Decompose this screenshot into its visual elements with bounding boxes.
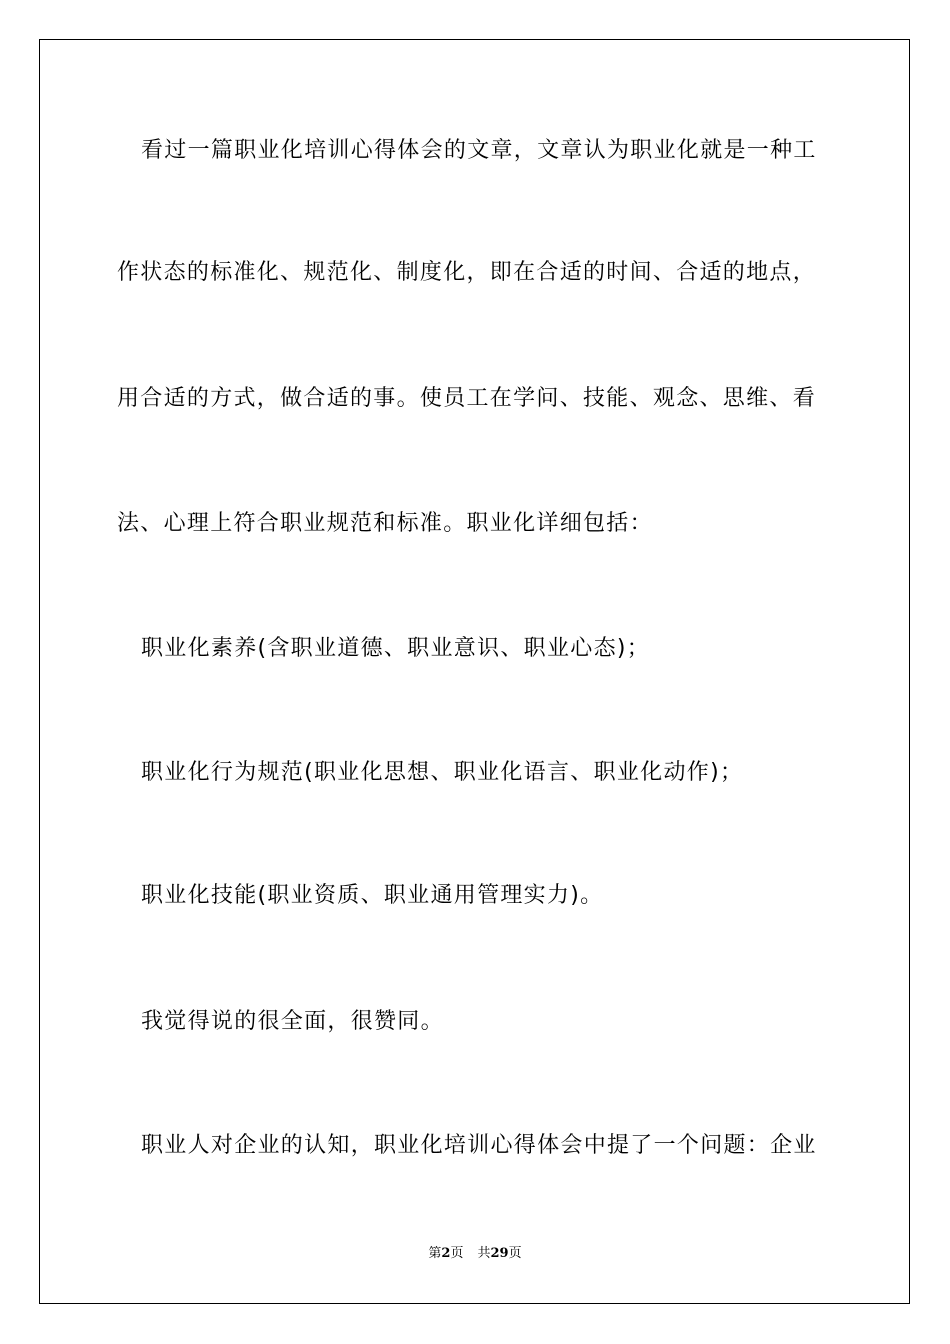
- list-item-qualities: 职业化素养(含职业道德、职业意识、职业心态)；: [141, 636, 651, 661]
- page-frame: [39, 39, 910, 1304]
- list-item-skills: 职业化技能(职业资质、职业通用管理实力)。: [141, 883, 604, 908]
- paragraph-line-2: 作状态的标准化、规范化、制度化，即在合适的时间、合适的地点，: [117, 260, 817, 285]
- paragraph-line-last: 职业人对企业的认知，职业化培训心得体会中提了一个问题：企业: [141, 1133, 817, 1158]
- paragraph-line-3: 用合适的方式，做合适的事。使员工在学问、技能、观念、思维、看: [117, 386, 817, 411]
- footer-page-number: 2: [441, 1246, 451, 1261]
- paragraph-line-1: 看过一篇职业化培训心得体会的文章，文章认为职业化就是一种工: [141, 138, 817, 163]
- footer-total-pages: 29: [490, 1246, 509, 1261]
- footer-total-prefix: 共: [477, 1246, 491, 1261]
- paragraph-line-4: 法、心理上符合职业规范和标准。职业化详细包括：: [117, 511, 653, 536]
- footer-page-prefix: 第: [428, 1246, 442, 1261]
- paragraph-agree: 我觉得说的很全面，很赞同。: [141, 1009, 444, 1034]
- footer-total-suffix: 页: [508, 1246, 522, 1261]
- page-footer: [0, 1245, 950, 1263]
- list-item-behavior: 职业化行为规范(职业化思想、职业化语言、职业化动作)；: [141, 760, 744, 785]
- footer-page-suffix: 页: [450, 1246, 464, 1261]
